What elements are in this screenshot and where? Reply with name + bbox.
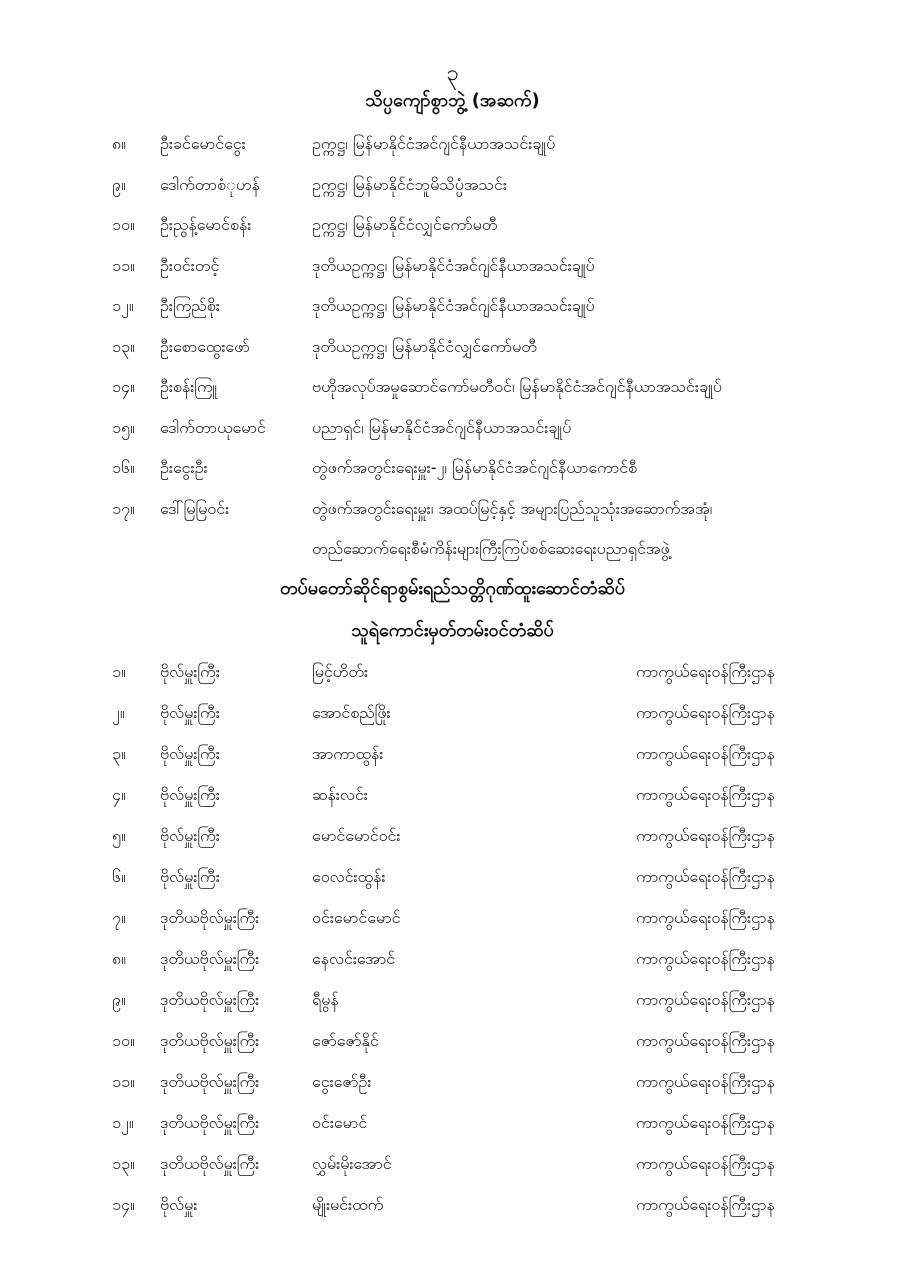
list-item [0, 290, 905, 322]
position-description: ဒုတိယဥက္ကဋ္ဌ၊ မြန်မာနိုင်ငံအင်ဂျင်နီယာအသင်းချုပ် [312, 296, 595, 315]
department: ကာကွယ်ရေးဝန်ကြီးဌာန [636, 826, 775, 845]
item-number: ၁၃။ [112, 337, 135, 356]
item-number: ၁၄။ [112, 1195, 135, 1214]
list-item [0, 128, 905, 160]
rank: ဒုတိယဗိုလ်မှူးကြီး [160, 990, 260, 1009]
position-description: ပညာရှင်၊ မြန်မာနိုင်ငံအင်ဂျင်နီယာအသင်းချုပ် [312, 418, 572, 437]
person-name: ဒေါက်တာယုမောင် [160, 418, 266, 437]
item-number: ၁၄။ [112, 377, 135, 396]
rank: ဒုတိယဗိုလ်မှူးကြီး [160, 949, 260, 968]
item-number: ၁၃။ [112, 1154, 135, 1173]
rank: ဒုတိယဗိုလ်မှူးကြီး [160, 1113, 260, 1132]
department: ကာကွယ်ရေးဝန်ကြီးဌာန [636, 662, 775, 681]
section2-title: တပ်မတော်ဆိုင်ရာစွမ်းရည်သတ္တိဂုဏ်ထူးဆောင်တံဆိပ် [280, 578, 625, 599]
list-item [0, 902, 905, 934]
item-number: ၁၁။ [112, 1072, 135, 1091]
person-name: ဦးဝင်းတင့် [160, 256, 220, 275]
item-number: ၁။ [112, 662, 126, 681]
person-name: ဝင်းမောင်မောင် [312, 908, 401, 927]
rank: ဒုတိယဗိုလ်မှူးကြီး [160, 908, 260, 927]
rank: ဗိုလ်မှူး [160, 1195, 198, 1214]
person-name: ဦးစန်းကြူ [160, 377, 218, 396]
department: ကာကွယ်ရေးဝန်ကြီးဌာန [636, 1031, 775, 1050]
item-number: ၁၀။ [112, 215, 135, 234]
person-name: အာကာထွန်း [312, 744, 384, 763]
list-item [0, 209, 905, 241]
section1-title: သိပ္ပကျော်စွာဘွဲ့ (အဆက်) [365, 90, 540, 111]
list-item [0, 169, 905, 201]
list-item [0, 1025, 905, 1057]
person-name: ဦးကြည်စိုး [160, 296, 220, 315]
item-number: ၈။ [112, 134, 126, 153]
department: ကာကွယ်ရေးဝန်ကြီးဌာန [636, 703, 775, 722]
rank: ဗိုလ်မှူးကြီး [160, 744, 220, 763]
item-number: ၇။ [112, 908, 126, 927]
position-description-continued: တည်ဆောက်ရေးစီမံကိန်းများကြီးကြပ်စစ်ဆေးရေးပညာရှင်အဖွဲ့ [312, 539, 670, 558]
item-number: ၂။ [112, 703, 125, 722]
list-item [0, 412, 905, 444]
department: ကာကွယ်ရေးဝန်ကြီးဌာန [636, 1154, 775, 1173]
person-name: မောင်မောင်ဝင်း [312, 826, 401, 845]
item-number: ၁၂။ [112, 296, 134, 315]
rank: ဗိုလ်မှူးကြီး [160, 867, 220, 886]
person-name: ငွေးဇော်ဦး [312, 1072, 372, 1091]
item-number: ၁၀။ [112, 1031, 135, 1050]
person-name: အောင်စည်ဖြိုး [312, 703, 391, 722]
item-number: ၄။ [112, 785, 126, 804]
item-number: ၆။ [112, 867, 126, 886]
list-item [0, 1189, 905, 1221]
person-name: လွှမ်းမိုးအောင် [312, 1154, 392, 1173]
list-item [0, 331, 905, 363]
position-description: တွဲဖက်အတွင်းရေးမှူး-၂၊ မြန်မာနိုင်ငံအင်ဂျင်နီယာကောင်စီ [312, 458, 638, 477]
person-name: ဒေါက်တာစံုဟန် [160, 175, 260, 194]
item-number: ၁၇။ [112, 499, 135, 518]
rank: ဒုတိယဗိုလ်မှူးကြီး [160, 1031, 260, 1050]
page-number: ၃ [446, 61, 459, 86]
rank: ဒုတိယဗိုလ်မှူးကြီး [160, 1072, 260, 1091]
rank: ဗိုလ်မှူးကြီး [160, 662, 220, 681]
item-number: ၁၅။ [112, 418, 135, 437]
list-item [0, 738, 905, 770]
person-name: နေလင်းအောင် [312, 949, 396, 968]
person-name: ဦးငွေးဦး [160, 458, 208, 477]
rank: ဒုတိယဗိုလ်မှူးကြီး [160, 1154, 260, 1173]
position-description: ဥက္ကဋ္ဌ၊ မြန်မာနိုင်ငံဘူမိသိပ္ပံအသင်း [312, 175, 507, 194]
item-number: ၅။ [112, 826, 126, 845]
list-item [0, 1148, 905, 1180]
department: ကာကွယ်ရေးဝန်ကြီးဌာန [636, 744, 775, 763]
item-number: ၁၆။ [112, 458, 135, 477]
position-description: ဒုတိယဥက္ကဋ္ဌ၊ မြန်မာနိုင်ငံအင်ဂျင်နီယာအသင်းချုပ် [312, 256, 595, 275]
position-description: ဥက္ကဋ္ဌ၊ မြန်မာနိုင်ငံအင်ဂျင်နီယာအသင်းချုပ် [312, 134, 556, 153]
person-name: ရီမွန် [312, 990, 339, 1009]
list-item [0, 250, 905, 282]
person-name: ဦးညွန့်မောင်စန်း [160, 215, 252, 234]
item-number: ၉။ [112, 175, 126, 194]
rank: ဗိုလ်မှူးကြီး [160, 703, 220, 722]
list-item [0, 371, 905, 403]
position-description: ဗဟိုအလုပ်အမှုဆောင်ကော်မတီဝင်၊ မြန်မာနိုင်ငံအင်ဂျင်နီယာအသင်းချုပ် [312, 377, 722, 396]
item-number: ၉။ [112, 990, 126, 1009]
person-name: ဝင်းမောင် [312, 1113, 368, 1132]
list-item [0, 1107, 905, 1139]
list-item [0, 984, 905, 1016]
department: ကာကွယ်ရေးဝန်ကြီးဌာန [636, 908, 775, 927]
rank: ဗိုလ်မှူးကြီး [160, 826, 220, 845]
position-description: ဒုတိယဥက္ကဋ္ဌ၊ မြန်မာနိုင်ငံလျှင်ကော်မတီ [312, 337, 537, 356]
list-item [0, 697, 905, 729]
list-item [0, 1066, 905, 1098]
section2-subtitle: သူရဲကောင်းမှတ်တမ်းဝင်တံဆိပ် [351, 620, 554, 641]
department: ကာကွယ်ရေးဝန်ကြီးဌာန [636, 867, 775, 886]
list-item [0, 779, 905, 811]
person-name: ဝေလင်းထွန်း [312, 867, 386, 886]
list-item [0, 452, 905, 484]
department: ကာကွယ်ရေးဝန်ကြီးဌာန [636, 990, 775, 1009]
position-description: တွဲဖက်အတွင်းရေးမှူး၊ အထပ်မြင့်နှင့် အများပြည်သူသုံးအဆောက်အအုံ၊ [312, 499, 713, 518]
item-number: ၃။ [112, 744, 126, 763]
list-item [0, 861, 905, 893]
rank: ဗိုလ်မှူးကြီး [160, 785, 220, 804]
list-item [0, 820, 905, 852]
person-name: ဆန်းလင်း [312, 785, 368, 804]
person-name: မျိုးမင်းထက် [312, 1195, 384, 1214]
list-item [0, 493, 905, 525]
item-number: ၈။ [112, 949, 126, 968]
department: ကာကွယ်ရေးဝန်ကြီးဌာန [636, 949, 775, 968]
list-item [0, 656, 905, 688]
department: ကာကွယ်ရေးဝန်ကြီးဌာန [636, 1072, 775, 1091]
item-number: ၁၁။ [112, 256, 135, 275]
position-description: ဥက္ကဋ္ဌ၊ မြန်မာနိုင်ငံလျှင်ကော်မတီ [312, 215, 498, 234]
department: ကာကွယ်ရေးဝန်ကြီးဌာန [636, 1113, 775, 1132]
person-name: ဇော်ဇော်နိုင် [312, 1031, 379, 1050]
person-name: ဦးခင်မောင်ငွေး [160, 134, 246, 153]
item-number: ၁၂။ [112, 1113, 134, 1132]
department: ကာကွယ်ရေးဝန်ကြီးဌာန [636, 1195, 775, 1214]
person-name: ဦးစောထွေးဖော် [160, 337, 250, 356]
list-item [0, 943, 905, 975]
person-name: မြင့်ဟိတ်း [312, 662, 368, 681]
person-name: ဒေါ်မြမြဝင်း [160, 499, 230, 518]
department: ကာကွယ်ရေးဝန်ကြီးဌာန [636, 785, 775, 804]
